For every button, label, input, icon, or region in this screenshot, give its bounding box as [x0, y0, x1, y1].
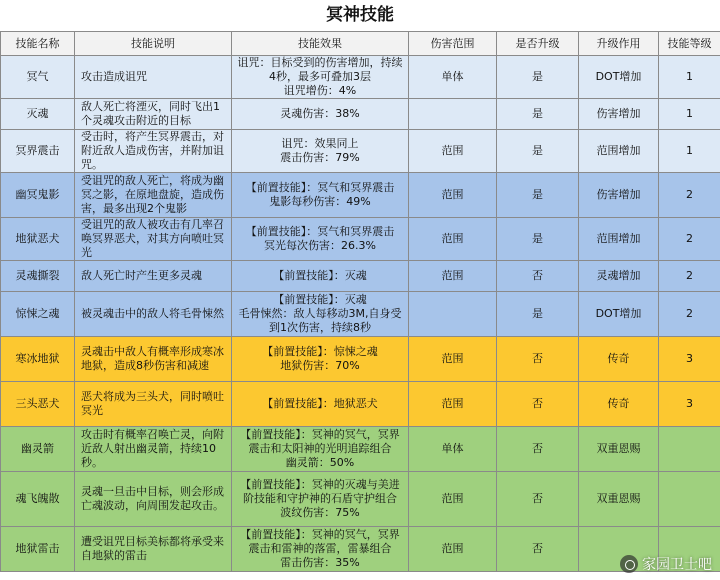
skill-description: 被灵魂击中的敌人将毛骨悚然 — [75, 292, 232, 337]
skill-effect: 【前置技能】：地狱恶犬 — [232, 382, 409, 427]
camera-icon — [620, 555, 638, 573]
damage-range — [409, 99, 497, 130]
skill-name: 灵魂撕裂 — [1, 261, 75, 292]
col-header-level: 技能等级 — [659, 32, 720, 56]
is-upgradable: 否 — [497, 527, 579, 572]
skill-level: 1 — [659, 99, 720, 130]
skill-effect: 【前置技能】：灭魂 毛骨悚然：敌人每移动3M,自身受到1次伤害，持续8秒 — [232, 292, 409, 337]
upgrade-effect: 范围增加 — [579, 130, 659, 173]
is-upgradable: 是 — [497, 218, 579, 261]
table-row — [1, 292, 720, 337]
skill-effect: 【前置技能】：冥气和冥界震击 鬼影每秒伤害：49% — [232, 173, 409, 218]
col-header-upgrade: 是否升级 — [497, 32, 579, 56]
upgrade-effect: DOT增加 — [579, 292, 659, 337]
col-header-desc: 技能说明 — [75, 32, 232, 56]
watermark — [620, 554, 712, 574]
skill-level: 1 — [659, 56, 720, 99]
skill-description: 遭受诅咒目标美标都将承受来自地狱的雷击 — [75, 527, 232, 572]
damage-range: 范围 — [409, 472, 497, 527]
skill-description: 受击时，将产生冥界震击，对附近敌人造成伤害，并附加诅咒。 — [75, 130, 232, 173]
skill-effect: 【前置技能】：灭魂 — [232, 261, 409, 292]
table-row — [1, 472, 720, 527]
upgrade-effect: 传奇 — [579, 337, 659, 382]
skill-description: 攻击时有概率召唤亡灵，向附近敌人射出幽灵箭，持续10秒。 — [75, 427, 232, 472]
skill-level: 2 — [659, 261, 720, 292]
col-header-range: 伤害范围 — [409, 32, 497, 56]
table-row — [1, 99, 720, 130]
skill-effect: 【前置技能】：冥神的灭魂与美进阶技能和守护神的石盾守护组合 波纹伤害：75% — [232, 472, 409, 527]
upgrade-effect: 双重恩赐 — [579, 472, 659, 527]
is-upgradable: 否 — [497, 472, 579, 527]
col-header-upgrade-effect: 升级作用 — [579, 32, 659, 56]
upgrade-effect: 伤害增加 — [579, 99, 659, 130]
upgrade-effect: 范围增加 — [579, 218, 659, 261]
is-upgradable: 是 — [497, 56, 579, 99]
damage-range: 范围 — [409, 173, 497, 218]
skill-description: 敌人死亡时产生更多灵魂 — [75, 261, 232, 292]
skill-effect: 诅咒：效果同上 震击伤害：79% — [232, 130, 409, 173]
damage-range: 范围 — [409, 261, 497, 292]
skill-name: 魂飞魄散 — [1, 472, 75, 527]
skill-level: 3 — [659, 382, 720, 427]
upgrade-effect: DOT增加 — [579, 56, 659, 99]
table-row — [1, 218, 720, 261]
skill-description: 灵魂击中敌人有概率形成寒冰地狱，造成8秒伤害和减速 — [75, 337, 232, 382]
skill-level: 2 — [659, 173, 720, 218]
upgrade-effect: 传奇 — [579, 382, 659, 427]
table-row — [1, 173, 720, 218]
skill-name: 惊悚之魂 — [1, 292, 75, 337]
skill-level: 2 — [659, 218, 720, 261]
skill-level — [659, 472, 720, 527]
table-row — [1, 337, 720, 382]
is-upgradable: 否 — [497, 261, 579, 292]
skill-effect: 诅咒：目标受到的伤害增加，持续4秒，最多可叠加3层 诅咒增伤：4% — [232, 56, 409, 99]
damage-range — [409, 292, 497, 337]
skill-name: 地狱恶犬 — [1, 218, 75, 261]
page-title: 冥神技能 — [0, 0, 720, 31]
skill-name: 冥界震击 — [1, 130, 75, 173]
skill-description: 攻击造成诅咒 — [75, 56, 232, 99]
upgrade-effect: 灵魂增加 — [579, 261, 659, 292]
is-upgradable: 是 — [497, 292, 579, 337]
damage-range: 单体 — [409, 427, 497, 472]
skill-level: 3 — [659, 337, 720, 382]
skill-effect: 【前置技能】：冥神的冥气，冥界震击和雷神的落雷，雷暴组合 雷击伤害：35% — [232, 527, 409, 572]
col-header-effect: 技能效果 — [232, 32, 409, 56]
skill-name: 地狱雷击 — [1, 527, 75, 572]
table-row — [1, 56, 720, 99]
skill-effect: 【前置技能】：惊悚之魂 地狱伤害：70% — [232, 337, 409, 382]
col-header-name: 技能名称 — [1, 32, 75, 56]
is-upgradable: 否 — [497, 337, 579, 382]
upgrade-effect: 伤害增加 — [579, 173, 659, 218]
skill-table — [0, 31, 720, 572]
is-upgradable: 否 — [497, 427, 579, 472]
header-row — [1, 32, 720, 56]
damage-range: 范围 — [409, 527, 497, 572]
skill-level — [659, 427, 720, 472]
damage-range: 范围 — [409, 382, 497, 427]
skill-name: 灭魂 — [1, 99, 75, 130]
skill-description: 灵魂一旦击中目标，则会形成亡魂波动，向周围发起攻击。 — [75, 472, 232, 527]
upgrade-effect: 双重恩赐 — [579, 427, 659, 472]
table-row — [1, 130, 720, 173]
table-row — [1, 261, 720, 292]
damage-range: 范围 — [409, 130, 497, 173]
skill-level: 1 — [659, 130, 720, 173]
table-row — [1, 527, 720, 572]
damage-range: 范围 — [409, 337, 497, 382]
skill-effect: 【前置技能】：冥气和冥界震击 冥光每次伤害：26.3% — [232, 218, 409, 261]
skill-name: 三头恶犬 — [1, 382, 75, 427]
skill-description: 受诅咒的敌人死亡，将成为幽冥之影，在原地盘旋，造成伤害，最多出现2个鬼影 — [75, 173, 232, 218]
skill-description: 恶犬将成为三头犬，同时喷吐冥光 — [75, 382, 232, 427]
skill-name: 冥气 — [1, 56, 75, 99]
is-upgradable: 是 — [497, 173, 579, 218]
skill-effect: 【前置技能】：冥神的冥气，冥界震击和太阳神的光明追踪组合 幽灵箭：50% — [232, 427, 409, 472]
damage-range: 范围 — [409, 218, 497, 261]
skill-description: 受诅咒的敌人被攻击有几率召唤冥界恶犬，对其方向喷吐冥光 — [75, 218, 232, 261]
is-upgradable: 是 — [497, 130, 579, 173]
skill-name: 幽灵箭 — [1, 427, 75, 472]
is-upgradable: 是 — [497, 99, 579, 130]
watermark-text: 家园卫士吧 — [642, 557, 712, 573]
skill-name: 寒冰地狱 — [1, 337, 75, 382]
table-row — [1, 382, 720, 427]
skill-level: 2 — [659, 292, 720, 337]
skill-description: 敌人死亡将湮灭，同时飞出1个灵魂攻击附近的目标 — [75, 99, 232, 130]
skill-effect: 灵魂伤害：38% — [232, 99, 409, 130]
skill-name: 幽冥鬼影 — [1, 173, 75, 218]
table-row — [1, 427, 720, 472]
damage-range: 单体 — [409, 56, 497, 99]
is-upgradable: 否 — [497, 382, 579, 427]
